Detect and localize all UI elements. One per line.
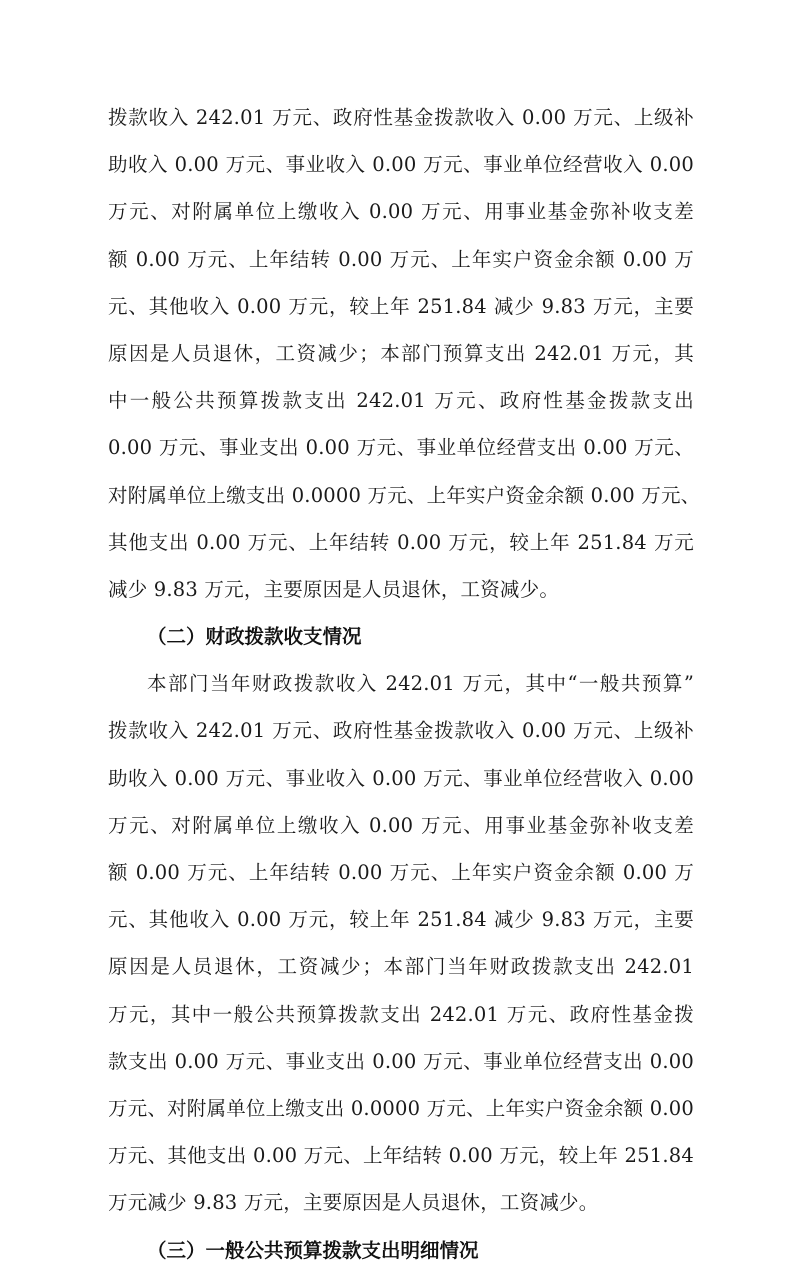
paragraph-income-expenditure bbox=[108, 94, 701, 613]
text-line: 万元、对附属单位上缴支出 0.0000 万元、上年实户资金余额 0.00 bbox=[108, 1096, 694, 1120]
text-line: 万元、对附属单位上缴收入 0.00 万元、用事业基金弥补收支差 bbox=[108, 813, 694, 837]
text-line: 元、其他收入 0.00 万元，较上年 251.84 减少 9.83 万元，主要 bbox=[108, 908, 694, 932]
text-line: 助收入 0.00 万元、事业收入 0.00 万元、事业单位经营收入 0.00 bbox=[108, 766, 694, 790]
text-line: 助收入 0.00 万元、事业收入 0.00 万元、事业单位经营收入 0.00 bbox=[108, 153, 694, 177]
paragraph-fiscal-appropriation bbox=[108, 660, 694, 1226]
text-line: 原因是人员退休，工资减少；本部门当年财政拨款支出 242.01 bbox=[108, 955, 694, 979]
text-line: 其他支出 0.00 万元、上年结转 0.00 万元，较上年 251.84 万元 bbox=[108, 530, 694, 554]
text-line: 本部门当年财政拨款收入 242.01 万元，其中“一般共预算” bbox=[147, 672, 694, 696]
section-heading-general-budget-detail: （三）一般公共预算拨款支出明细情况 bbox=[147, 1238, 479, 1262]
document-body bbox=[108, 94, 701, 1274]
text-line: 万元减少 9.83 万元，主要原因是人员退休，工资减少。 bbox=[108, 1191, 599, 1215]
text-line: 0.00 万元、事业支出 0.00 万元、事业单位经营支出 0.00 万元、 bbox=[108, 436, 694, 460]
text-line: 额 0.00 万元、上年结转 0.00 万元、上年实户资金余额 0.00 万 bbox=[108, 861, 694, 884]
text-line: 额 0.00 万元、上年结转 0.00 万元、上年实户资金余额 0.00 万 bbox=[108, 247, 694, 271]
text-line: 万元、对附属单位上缴收入 0.00 万元、用事业基金弥补收支差 bbox=[108, 200, 694, 224]
text-line: 减少 9.83 万元，主要原因是人员退休，工资减少。 bbox=[108, 577, 560, 601]
text-line: 万元、其他支出 0.00 万元、上年结转 0.00 万元，较上年 251.84 bbox=[108, 1144, 694, 1168]
text-line: 元、其他收入 0.00 万元，较上年 251.84 减少 9.83 万元，主要 bbox=[108, 294, 694, 318]
text-line: 中一般公共预算拨款支出 242.01 万元、政府性基金拨款支出 bbox=[108, 389, 694, 413]
text-line: 款支出 0.00 万元、事业支出 0.00 万元、事业单位经营支出 0.00 bbox=[108, 1049, 694, 1073]
text-line: 拨款收入 242.01 万元、政府性基金拨款收入 0.00 万元、上级补 bbox=[108, 719, 694, 743]
text-line: 原因是人员退休，工资减少；本部门预算支出 242.01 万元，其 bbox=[108, 341, 694, 365]
text-line: 对附属单位上缴支出 0.0000 万元、上年实户资金余额 0.00 万元、 bbox=[108, 483, 701, 507]
text-line: 万元，其中一般公共预算拨款支出 242.01 万元、政府性基金拨 bbox=[108, 1002, 694, 1026]
text-line: 拨款收入 242.01 万元、政府性基金拨款收入 0.00 万元、上级补 bbox=[108, 106, 694, 129]
section-heading-fiscal-appropriation: （二）财政拨款收支情况 bbox=[147, 625, 362, 649]
